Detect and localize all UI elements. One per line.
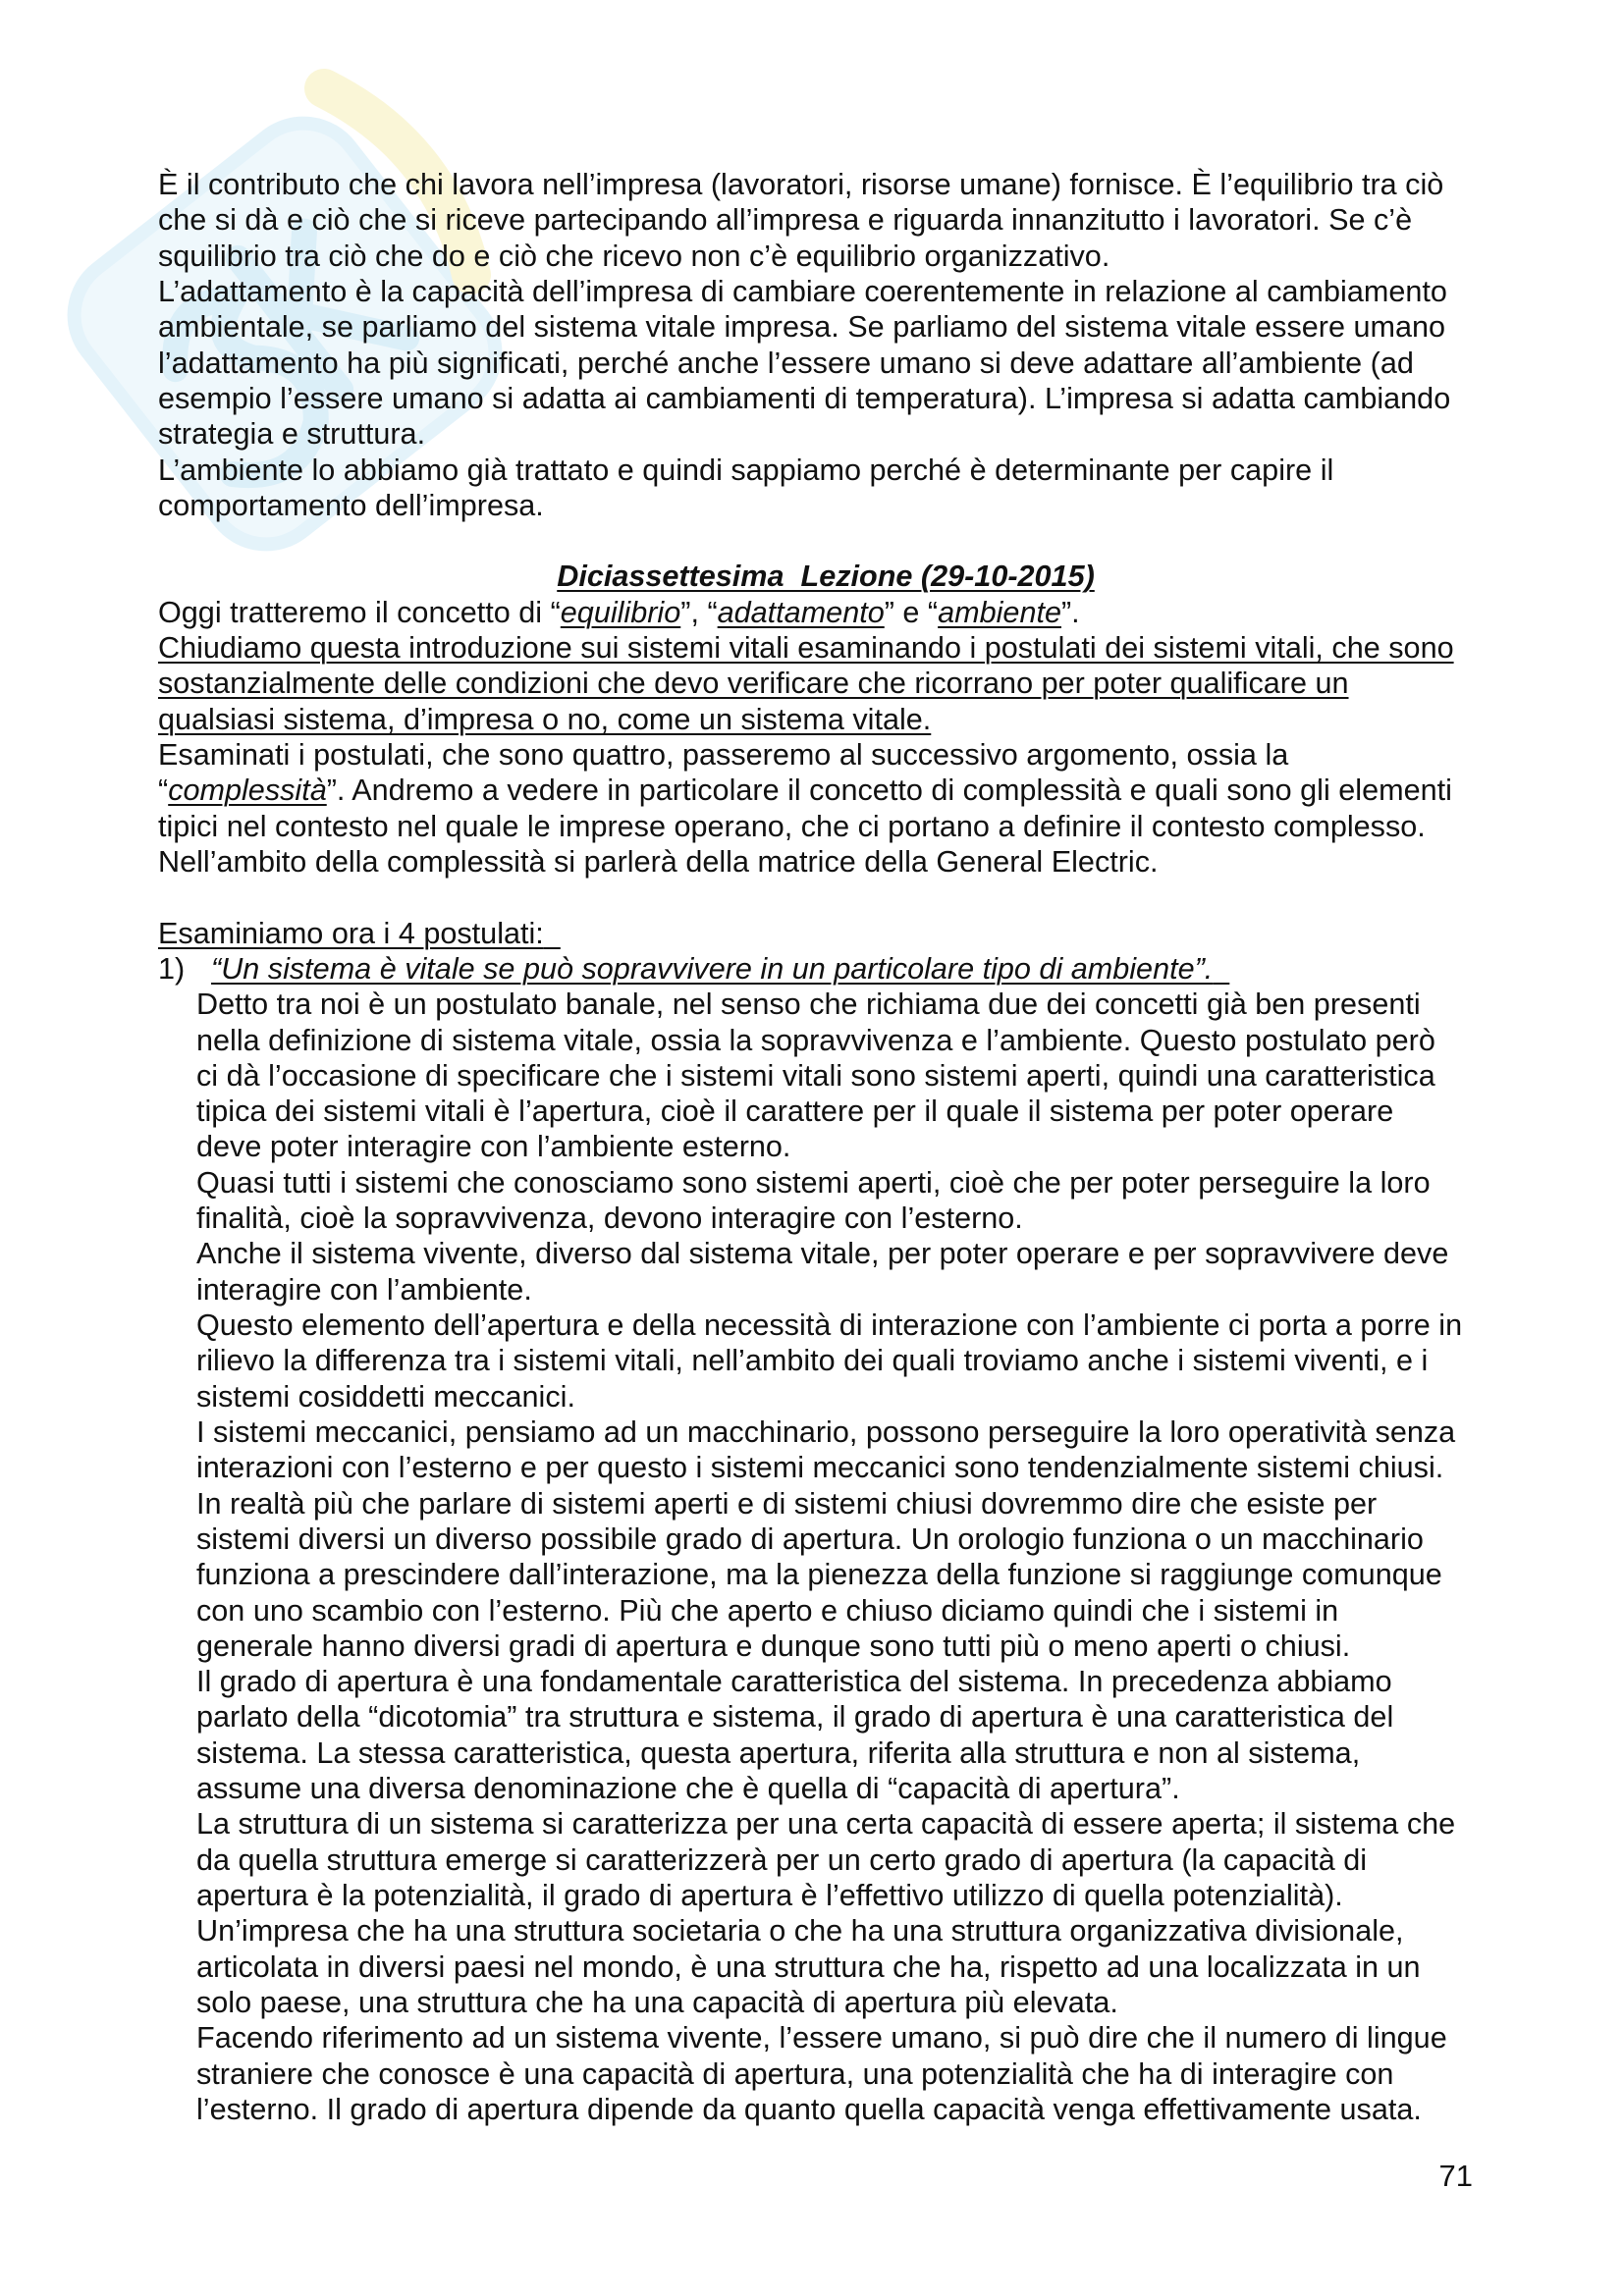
text-line: rilievo la differenza tra i sistemi vitali, nell’ambito dei quali troviamo anche i sistemi viventi, e i (196, 1344, 1429, 1378)
underlined-text: sostanzialmente delle condizioni che devo verificare che ricorrano per poter qualificare un (158, 667, 1349, 701)
text-line: interagire con l’ambiente. (196, 1272, 532, 1307)
topics-suffix: ”. (1060, 595, 1080, 629)
text-line: articolata in diversi paesi nel mondo, è una struttura che ha, rispetto ad una localizzata in un (196, 1949, 1421, 1984)
postulate-statement: “Un sistema è vitale se può sopravvivere in un particolare tipo di ambiente”. (211, 951, 1214, 986)
text-line: L’ambiente lo abbiamo già trattato e quindi sappiamo perché è determinante per capire il (158, 453, 1334, 487)
underlined-line (158, 702, 1493, 737)
lesson-title (158, 559, 1493, 594)
underlined-line (158, 630, 1493, 666)
text-line: squilibrio tra ciò che do e ciò che ricevo non c’è equilibrio organizzativo. (158, 239, 1110, 273)
text-line: ambientale, se parliamo del sistema vitale impresa. Se parliamo del sistema vitale essere umano (158, 310, 1446, 345)
text-line: deve poter interagire con l’ambiente esterno. (196, 1130, 791, 1164)
text-line: con uno scambio con l’esterno. Più che aperto e chiuso diciamo quindi che i sistemi in (196, 1593, 1339, 1628)
text-line: Facendo riferimento ad un sistema vivente, l’essere umano, si può dire che il numero di lingue (196, 2021, 1447, 2056)
text-line: sistemi cosiddetti meccanici. (196, 1379, 575, 1414)
text-line: apertura è la potenzialità, il grado di apertura è l’effettivo utilizzo di quella potenzialità). (196, 1879, 1343, 1912)
text-line: interazioni con l’esterno e per questo i sistemi meccanici sono tendenzialmente sistemi chiusi. (196, 1451, 1444, 1485)
complexity-line (158, 773, 1493, 808)
text-line: assume una diversa denominazione che è quella di “capacità di apertura”. (196, 1772, 1180, 1806)
topics-prefix: Oggi tratteremo il concetto di “ (158, 595, 561, 629)
text-line: Quasi tutti i sistemi che conosciamo sono sistemi aperti, cioè che per poter perseguire la loro (196, 1165, 1431, 1200)
text-line: nella definizione di sistema vitale, ossia la sopravvivenza e l’ambiente. Questo postulato però (196, 1023, 1435, 1057)
text-line: l’esterno. Il grado di apertura dipende da quanto quella capacità venga effettivamente usata. (196, 2092, 1422, 2126)
term-ambiente: ambiente (938, 595, 1061, 629)
text-line: Esaminati i postulati, che sono quattro, passeremo al successivo argomento, ossia la (158, 738, 1289, 772)
postulates-heading-text: Esaminiamo ora i 4 postulati: (158, 916, 544, 950)
text-line: parlato della “dicotomia” tra struttura e sistema, il grado di apertura è una caratteristica del (196, 1700, 1394, 1735)
text-line: solo paese, una struttura che ha una capacità di apertura più elevata. (196, 1985, 1118, 2019)
underlined-text: qualsiasi sistema, d’impresa o no, come un sistema vitale. (158, 702, 932, 736)
postulate-item (158, 951, 1493, 987)
text-line: ci dà l’occasione di specificare che i sistemi vitali sono sistemi aperti, quindi una caratteristica (196, 1058, 1435, 1093)
underlined-line (158, 666, 1493, 701)
blank-line (158, 880, 1493, 915)
text-line: I sistemi meccanici, pensiamo ad un macchinario, possono perseguire la loro operatività senza (196, 1415, 1456, 1449)
page-content (158, 167, 1493, 2127)
text-line: l’adattamento ha più significati, perché anche l’essere umano si deve adattare all’ambiente (ad (158, 346, 1414, 380)
text-line: strategia e struttura. (158, 417, 426, 452)
text-line: Detto tra noi è un postulato banale, nel senso che richiama due dei concetti già ben presenti (196, 988, 1421, 1022)
postulate-number: 1) (158, 951, 186, 986)
text-line: Anche il sistema vivente, diverso dal sistema vitale, per poter operare e per sopravvivere deve (196, 1237, 1449, 1271)
term-equilibrio: equilibrio (560, 595, 681, 629)
text-line: che si dà e ciò che si riceve partecipando all’impresa e riguarda innanzitutto i lavoratori. Se c’è (158, 203, 1413, 238)
topics-line (158, 595, 1493, 630)
text-line: La struttura di un sistema si caratterizza per una certa capacità di essere aperta; il sistema che (196, 1807, 1456, 1842)
text-line: Il grado di apertura è una fondamentale caratteristica del sistema. In precedenza abbiamo (196, 1665, 1392, 1699)
quote-open: “ (158, 774, 169, 808)
lesson-title-text: Diciassettesima Lezione (29-10-2015) (557, 560, 1095, 594)
text-line: tipici nel contesto nel quale le imprese operano, che ci portano a definire il contesto complesso. (158, 809, 1426, 843)
text-line: tipica dei sistemi vitali è l’apertura, cioè il carattere per il quale il sistema per poter operare (196, 1095, 1394, 1129)
topics-separator: ” e “ (884, 595, 939, 629)
text-line: In realtà più che parlare di sistemi aperti e di sistemi chiusi dovremmo dire che esiste per (196, 1486, 1378, 1521)
text-line: L’adattamento è la capacità dell’impresa di cambiare coerentemente in relazione al cambiamento (158, 274, 1447, 308)
text-line: esempio l’essere umano si adatta ai cambiamenti di temperatura). L’impresa si adatta cambiando (158, 381, 1451, 415)
text-line: È il contributo che chi lavora nell’impresa (lavoratori, risorse umane) fornisce. È l’equilibrio tra ciò (158, 168, 1444, 201)
text-line: da quella struttura emerge si caratterizzerà per un certo grado di apertura (la capacità di (196, 1842, 1368, 1877)
text-line: Nell’ambito della complessità si parlerà della matrice della General Electric. (158, 844, 1159, 879)
topics-separator: ”, “ (680, 595, 718, 629)
blank-line (158, 523, 1493, 559)
text-line: straniere che conosce è una capacità di apertura, una potenzialità che ha di interagire con (196, 2056, 1394, 2091)
term-complessita: complessità (168, 774, 327, 808)
postulates-heading (158, 916, 1493, 951)
text-line: comportamento dell’impresa. (158, 488, 544, 522)
complexity-line-rest: ”. Andremo a vedere in particolare il concetto di complessità e quali sono gli elementi (326, 774, 1452, 808)
text-line: generale hanno diversi gradi di apertura e dunque sono tutti più o meno aperti o chiusi. (196, 1629, 1351, 1663)
page-number: 71 (1438, 2159, 1473, 2193)
text-line: Questo elemento dell’apertura e della necessità di interazione con l’ambiente ci porta a porre in (196, 1308, 1463, 1342)
text-line: funziona a prescindere dall’interazione, ma la pienezza della funzione si raggiunge comunque (196, 1558, 1442, 1592)
text-line: sistema. La stessa caratteristica, questa apertura, riferita alla struttura e non al sistema, (196, 1735, 1361, 1770)
underlined-text: Chiudiamo questa introduzione sui sistemi vitali esaminando i postulati dei sistemi vitali, che sono (158, 631, 1454, 666)
text-line: Un’impresa che ha una struttura societaria o che ha una struttura organizzativa divisionale, (196, 1914, 1404, 1949)
text-line: sistemi diversi un diverso possibile grado di apertura. Un orologio funziona o un macchinario (196, 1522, 1424, 1556)
term-adattamento: adattamento (717, 595, 885, 629)
text-line: finalità, cioè la sopravvivenza, devono interagire con l’esterno. (196, 1201, 1023, 1236)
